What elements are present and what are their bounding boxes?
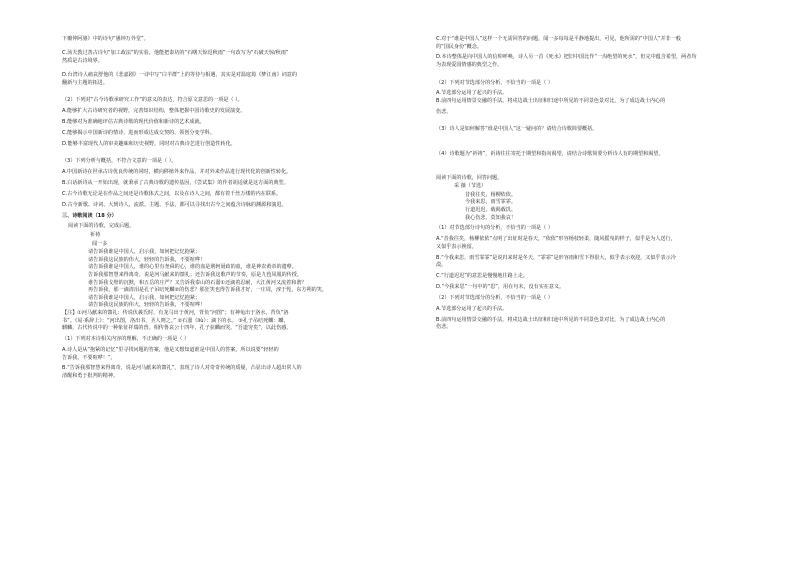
poem-note: 书”。《易·系辞上》：“河出图，洛出书，圣人则之。” ②石溜（liù）：滴下的水。 ③孔子吊唁死麟：麟， xyxy=(62,317,289,324)
poem-line: 我心伤悲，莫知我哀！ xyxy=(465,214,516,221)
left-option-c-cont: 然质是古诗境界。 xyxy=(62,57,103,64)
reading-instruction: 阅读下面的诗歌，完成后题。 xyxy=(68,223,135,230)
poem-line: 告诉我那智慧来得离奇，说是河马献来的馈礼；还告诉我这歌声的节奏，原是九苞凤凰的传授。 xyxy=(88,272,302,278)
question-3-option-d: D.古今新歌、诗词、大到诗人、流派、主题、手法，都可以寻找出古今之间蕴含诗脉的渊源和演进。 xyxy=(62,201,287,208)
poem-line: 请告诉我谁是中国人，启示我，如何把记忆抱紧； xyxy=(88,294,201,301)
question-2-option-a: A.能够扩大古诗研究者的视野，完善知识结构，整体把握中国诗歌史的发展演变。 xyxy=(62,107,246,114)
right-poem-question-2-option-a: A.节选部分运用了起兴的手法。 xyxy=(436,305,508,312)
right-question-2-option-a-cont: B.前四句运用情景交融的手法，将戍边战士出征和归途中所见的不同景色景对比，为了成边战士内心的 xyxy=(436,98,666,105)
section-heading: 三、诗歌阅读（18 分） xyxy=(62,212,117,219)
poem-line: 请告诉我这民族的伟大，轻轻的告诉我，不要喧哗！ xyxy=(88,302,206,309)
question-3-stem: （3）下列分析与概括，不符合文意的一项是（ ）。 xyxy=(62,158,177,165)
right-question-2-option-b: 伤悲。 xyxy=(436,108,452,115)
poem-note: 麒麟，古代传说中的一种象征祥瑞的兽。相传鲁哀公十四年，孔子获麟而哭。“吾道穷矣”，以此伤感。 xyxy=(62,325,292,332)
poem-line: 昔我往矣，杨柳依依。 xyxy=(465,191,516,198)
poem-note: 【注】①河马献来的馈礼：传说伏羲氏时，有龙马出于黄河，背负“河图”；有神龟出于洛水，背负“洛 xyxy=(62,309,289,316)
right-poem-question-1-option-a-cont: 又似乎表示挽留。 xyxy=(436,243,477,250)
question-3-option-a: A.中国新诗在世承古诗优良传统的同时，横向移植外来作品，并对外来作品进行现代化的创新性转化。 xyxy=(62,168,292,175)
right-poem-question-2-stem: （2）下列对节选部分的分析，不恰当的一项是（ ） xyxy=(436,294,553,301)
right-question-4: （4）诗歌题为“祈祷”，祈祷往往寄托于期望和指向渴望，请结合诗歌简要分析诗人有的期望和渴望。 xyxy=(436,150,664,157)
question-3-option-b: B.白话新诗从一开始出现，就秉承了古典诗歌的遗传基因，《尝试集》的作者胡适就是这方面的典型。 xyxy=(62,179,289,186)
right-poem-question-2-option-b: B.前四句运用情景交融的手法，将戍边战士出征和归途中所见的不同景色景对比，为了成边战士内心的 xyxy=(436,316,666,323)
right-poem-question-1-option-b-cont: 漠。 xyxy=(436,262,447,269)
right-question-3: （3）诗人是如何解答“谁是中国人”这一疑问的？请结合诗歌简要概括。 xyxy=(436,126,598,133)
left-option-c: C.汤夫教过善古诗句“加工政法”的实验，他能把泰坊的“石曙天惊逗秋雨”一句改写为“石破天惊/秋雨” xyxy=(62,50,289,57)
left-option-d-cont: 翻新与主题的拓进。 xyxy=(62,79,108,86)
poem-question-1-option-a-cont: 告诉我，不要喧哗！”。 xyxy=(62,354,116,361)
poem-question-1-stem: （1）下列对本诗相关内容的理解，不正确的一项是（ ） xyxy=(62,336,190,343)
right-option-c: C.对于“谁是中国人”这样一个无需回答的问题，闻一多每每是平静地提出，可见，他所需的“中国人”并非一般 xyxy=(436,36,681,42)
question-3-option-c: C.古今诗歌无论是在作品之间还是诗歌体式之间，以及在诗人之间，都有着千丝万缕的内在联系。 xyxy=(62,190,282,197)
question-2-option-c: C.能够揭示中国新诗的情诗，进而形成达成交契的、领创分变学科。 xyxy=(62,129,215,136)
poem-question-1-option-b: B.“告诉我那智慧来得离奇，说是河马献来的馈礼”，表现了诗人对奇奇传统的质疑，凸显出诗人超出常人的 xyxy=(62,365,302,372)
right-column xyxy=(436,36,766,335)
poem-line: 请告诉我谁是中国人，谁的心里有尧舜的心，谁的血是荆轲聂政的血，谁是神农黄帝的遗孽。 xyxy=(88,264,297,271)
left-option-d: D.台湾诗人痛哀舒他的《悲嘉剧》一诗中写“白羊群”上的等待与相遇，其实是对温庭筠《梦江南》词意的 xyxy=(62,71,297,78)
poem-title: 祈祷 xyxy=(90,232,101,239)
left-column xyxy=(62,36,418,384)
poem-line: 请告诉我谁是中国人，启示我，如何把记忆抱紧； xyxy=(88,249,201,256)
right-reading-instruction: 阅读下面的诗歌，回答问题。 xyxy=(436,174,503,181)
poem-line: 今我来思，雨雪霏霏。 xyxy=(465,199,516,206)
left-paragraph: 下瓣仲阿骆》中的诗句“愚钟万外堂”。 xyxy=(62,36,149,42)
right-poem-title: 采 薇（节选） xyxy=(454,183,487,190)
poem-line: 再告诉我，那一滴清泪是孔子吊唁死麟②的伤悲？那狂笑也得告诉我才好，一庄周，淳于髡，东方朔的笑。 xyxy=(88,287,327,294)
right-poem-question-1-option-c: C.“行道迟迟”的意思是慢慢地往路上走。 xyxy=(436,273,528,279)
poem-author: 闻一多 xyxy=(92,240,108,247)
right-poem-question-2-option-b-cont: 伤悲。 xyxy=(436,324,452,331)
poem-line: 请告诉我这民族的伟大，轻轻的告诉我，不要喧哗！ xyxy=(88,256,206,263)
right-option-d-cont: 为表现爱国情感的典型之作。 xyxy=(436,62,503,69)
right-poem-question-1-option-d: D.“今我来思”一句中的“思”，用在句末，没有实在意义。 xyxy=(436,283,565,290)
poem-question-1-option-a: A.诗人是从“抱紧的记忆”里寻找问题的答案，他是又想知道谁是中国人的答案，所以说要“轻轻的 xyxy=(62,346,279,353)
poem-question-1-option-b-cont: 清醒和勇于批判的精神。 xyxy=(62,373,119,380)
right-poem-question-1-option-a: A.“昔我往矣，杨柳依依”点明了出征时是春天，“依依”形容杨枝轻柔，随风摇曳的样子，似乎是为人送行， xyxy=(436,236,676,243)
right-question-2-option-a: A.节选部分运用了起兴的手法。 xyxy=(436,90,508,97)
poem-line: 行道迟迟，载渴载饥。 xyxy=(465,206,516,213)
question-2-stem: （2）下列对“古今诗歌承研究工作”的意义的表达，符合原文意思的一项是（ ）。 xyxy=(62,97,243,104)
question-2-option-b: B.能够对为准确地评估古典诗歌的现代价值和新诗的艺术成就。 xyxy=(62,118,205,125)
question-2-option-d: D.能够丰富现代人的审美趣味和历史视野，同时对古典诗艺进行创造性转化。 xyxy=(62,140,236,147)
right-poem-question-1-option-b: B.“今我来思，雨雪霏霏”是说归来时是冬天，“霏霏”是形容雨和雪下得很大，似乎表示欢迎，又似乎表示冷 xyxy=(436,254,676,261)
right-option-c-cont: 的“国民身份”概念。 xyxy=(436,43,483,50)
right-question-2-stem: （2）下列对节选部分的分析，不恰当的一项是（ ） xyxy=(436,79,553,86)
right-poem-question-1-stem: （1）对节选部分诗句的分析，不恰当的一项是（ ） xyxy=(436,225,553,232)
poem-line: 谁告诉我戈壁的沉默，和五岳的庄严？又告诉我泰山的石溜①还滴着忍耐，大江黄河又流着和谐？ xyxy=(88,279,307,286)
right-option-d: D.本诗整体是向中国人的信仰呼唤，诗人另一首《死水》把旧中国比作“一沟绝望的死水”，但完中蕴含希望，两者均 xyxy=(436,54,697,61)
